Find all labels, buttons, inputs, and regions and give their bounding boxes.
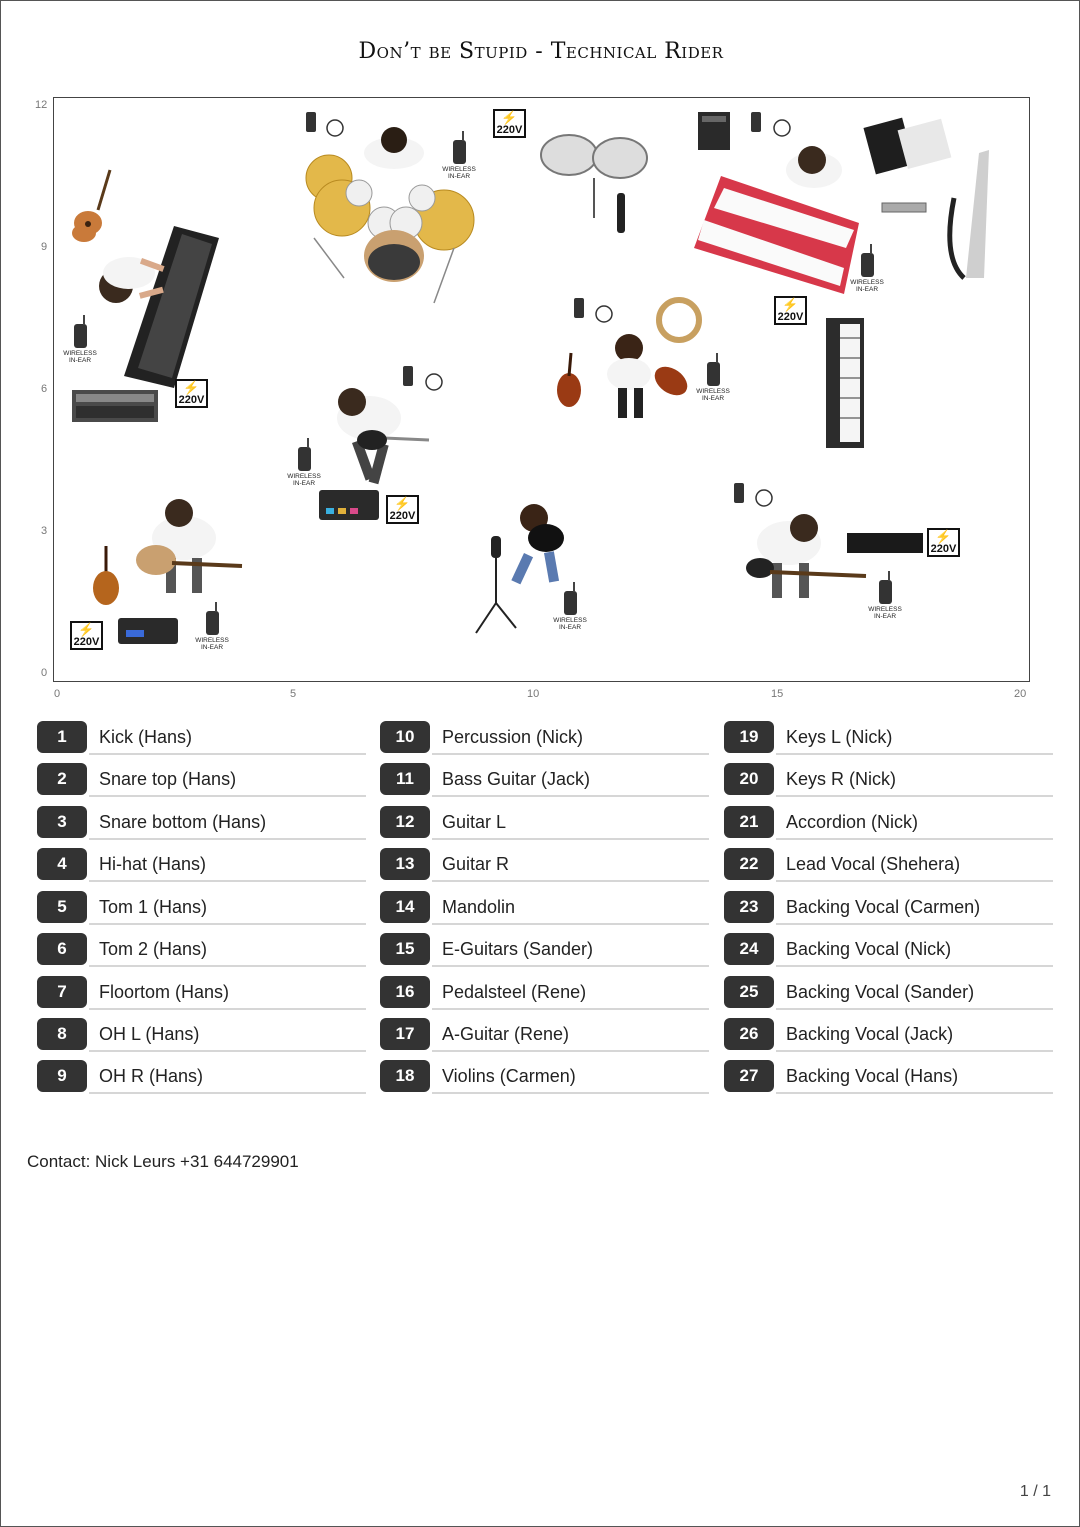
channel-label: Guitar R (432, 848, 709, 882)
channel-number: 26 (724, 1018, 774, 1050)
channel-number: 7 (37, 976, 87, 1008)
x-tick: 5 (290, 688, 297, 700)
channel-number: 6 (37, 933, 87, 965)
channel-label: OH L (Hans) (89, 1018, 366, 1052)
in-ear-caption: WIRELESS IN-EAR (287, 473, 321, 487)
y-tick: 0 (41, 667, 48, 679)
accordion-icon (863, 118, 951, 175)
channel-label: Backing Vocal (Hans) (776, 1060, 1053, 1094)
person-drummer (364, 127, 424, 169)
power-outlet-icon: ⚡ 220V (774, 296, 807, 325)
channel-label: Lead Vocal (Shehera) (776, 848, 1053, 882)
channel-number: 2 (37, 763, 87, 795)
channel-label: Kick (Hans) (89, 721, 366, 755)
channel-label: Snare top (Hans) (89, 763, 366, 797)
x-tick: 20 (1014, 688, 1027, 700)
timbales-icon (541, 135, 647, 233)
power-label: 220V (178, 394, 205, 406)
channel-label: Hi-hat (Hans) (89, 848, 366, 882)
tambourine-icon (659, 300, 699, 340)
in-ear-caption: WIRELESS IN-EAR (442, 166, 476, 180)
channel-label: Guitar L (432, 806, 709, 840)
in-ear-pack-icon (707, 362, 720, 386)
wireless-in-ear-pack (691, 362, 735, 402)
headset-mic-icon (574, 298, 612, 322)
power-outlet-icon: ⚡ 220V (927, 528, 960, 557)
wireless-in-ear-pack (863, 580, 907, 620)
channel-label: A-Guitar (Rene) (432, 1018, 709, 1052)
mandolin-icon (93, 546, 119, 605)
channel-number: 18 (380, 1060, 430, 1092)
channel-label: E-Guitars (Sander) (432, 933, 709, 967)
channel-label: Backing Vocal (Sander) (776, 976, 1053, 1010)
channel-number: 19 (724, 721, 774, 753)
power-label: 220V (777, 311, 804, 323)
x-tick: 0 (54, 688, 61, 700)
headset-mic-icon (306, 112, 343, 136)
x-tick: 10 (527, 688, 540, 700)
channel-label: Keys R (Nick) (776, 763, 1053, 797)
in-ear-pack-icon (861, 253, 874, 277)
channel-number: 10 (380, 721, 430, 753)
channel-label: Backing Vocal (Jack) (776, 1018, 1053, 1052)
power-label: 220V (73, 636, 100, 648)
effects-pedal-icon (118, 618, 178, 644)
channel-number: 4 (37, 848, 87, 880)
channel-number: 27 (724, 1060, 774, 1092)
person-keys (786, 146, 842, 188)
channel-number: 5 (37, 891, 87, 923)
wireless-in-ear-pack (58, 324, 102, 364)
channel-label: Percussion (Nick) (432, 721, 709, 755)
channel-number: 25 (724, 976, 774, 1008)
power-label: 220V (496, 124, 523, 136)
wireless-in-ear-pack (282, 447, 326, 487)
channel-number: 15 (380, 933, 430, 965)
in-ear-pack-icon (206, 611, 219, 635)
person-bass (757, 514, 821, 598)
in-ear-caption: WIRELESS IN-EAR (63, 350, 97, 364)
guitar-icon (72, 170, 110, 242)
channel-number: 8 (37, 1018, 87, 1050)
person-violinist (607, 334, 651, 418)
channel-number: 13 (380, 848, 430, 880)
microphone-stand-icon (476, 536, 516, 633)
channel-number: 23 (724, 891, 774, 923)
channel-label: Tom 2 (Hans) (89, 933, 366, 967)
pedal-steel-icon (124, 226, 219, 388)
wireless-in-ear-pack (548, 591, 592, 631)
channel-number: 16 (380, 976, 430, 1008)
in-ear-caption: WIRELESS IN-EAR (696, 388, 730, 402)
amplifier-icon (847, 533, 923, 553)
in-ear-pack-icon (298, 447, 311, 471)
channel-number: 17 (380, 1018, 430, 1050)
harmonica-icon (882, 203, 926, 212)
electric-guitar-icon (357, 430, 429, 450)
channel-number: 22 (724, 848, 774, 880)
effects-pedal-icon (319, 490, 379, 520)
wireless-in-ear-pack (190, 611, 234, 651)
in-ear-pack-icon (74, 324, 87, 348)
channel-label: Violins (Carmen) (432, 1060, 709, 1094)
in-ear-caption: WIRELESS IN-EAR (195, 637, 229, 651)
power-outlet-icon: ⚡ 220V (386, 495, 419, 524)
y-tick: 3 (41, 525, 48, 537)
channel-number: 21 (724, 806, 774, 838)
channel-label: OH R (Hans) (89, 1060, 366, 1094)
x-tick: 15 (771, 688, 784, 700)
amplifier-icon (72, 390, 158, 422)
channel-number: 9 (37, 1060, 87, 1092)
power-label: 220V (389, 510, 416, 522)
keyboard-icon (694, 176, 859, 294)
channel-label: Accordion (Nick) (776, 806, 1053, 840)
power-outlet-icon: ⚡ 220V (493, 109, 526, 138)
channel-label: Keys L (Nick) (776, 721, 1053, 755)
in-ear-caption: WIRELESS IN-EAR (868, 606, 902, 620)
y-tick: 12 (35, 99, 48, 111)
channel-number: 3 (37, 806, 87, 838)
person-lead-vocal (511, 504, 564, 584)
power-outlet-icon: ⚡ 220V (175, 379, 208, 408)
channel-label: Bass Guitar (Jack) (432, 763, 709, 797)
channel-label: Mandolin (432, 891, 709, 925)
keytar-icon (950, 150, 989, 278)
y-tick: 6 (41, 383, 48, 395)
page-title: Don’t be Stupid - Technical Rider (358, 39, 724, 64)
channel-number: 1 (37, 721, 87, 753)
channel-number: 24 (724, 933, 774, 965)
channel-number: 12 (380, 806, 430, 838)
wireless-in-ear-pack (437, 140, 481, 180)
in-ear-caption: WIRELESS IN-EAR (850, 279, 884, 293)
channel-label: Backing Vocal (Nick) (776, 933, 1053, 967)
in-ear-pack-icon (453, 140, 466, 164)
channel-label: Snare bottom (Hans) (89, 806, 366, 840)
in-ear-caption: WIRELESS IN-EAR (553, 617, 587, 631)
headset-mic-icon (751, 112, 790, 136)
mixer-icon (698, 112, 730, 150)
power-label: 220V (930, 543, 957, 555)
headset-mic-icon (403, 366, 442, 390)
contact-info: Contact: Nick Leurs +31 644729901 (27, 1152, 299, 1171)
channel-number: 20 (724, 763, 774, 795)
y-tick: 9 (41, 241, 48, 253)
in-ear-pack-icon (564, 591, 577, 615)
page-counter: 1 / 1 (1019, 1483, 1051, 1500)
channel-number: 11 (380, 763, 430, 795)
stage-plot (53, 97, 1030, 682)
channel-label: Floortom (Hans) (89, 976, 366, 1010)
headset-mic-icon (734, 483, 772, 506)
channel-label: Tom 1 (Hans) (89, 891, 366, 925)
channel-label: Pedalsteel (Rene) (432, 976, 709, 1010)
power-outlet-icon: ⚡ 220V (70, 621, 103, 650)
keyboard-icon (826, 318, 864, 448)
channel-label: Backing Vocal (Carmen) (776, 891, 1053, 925)
in-ear-pack-icon (879, 580, 892, 604)
wireless-in-ear-pack (845, 253, 889, 293)
channel-number: 14 (380, 891, 430, 923)
